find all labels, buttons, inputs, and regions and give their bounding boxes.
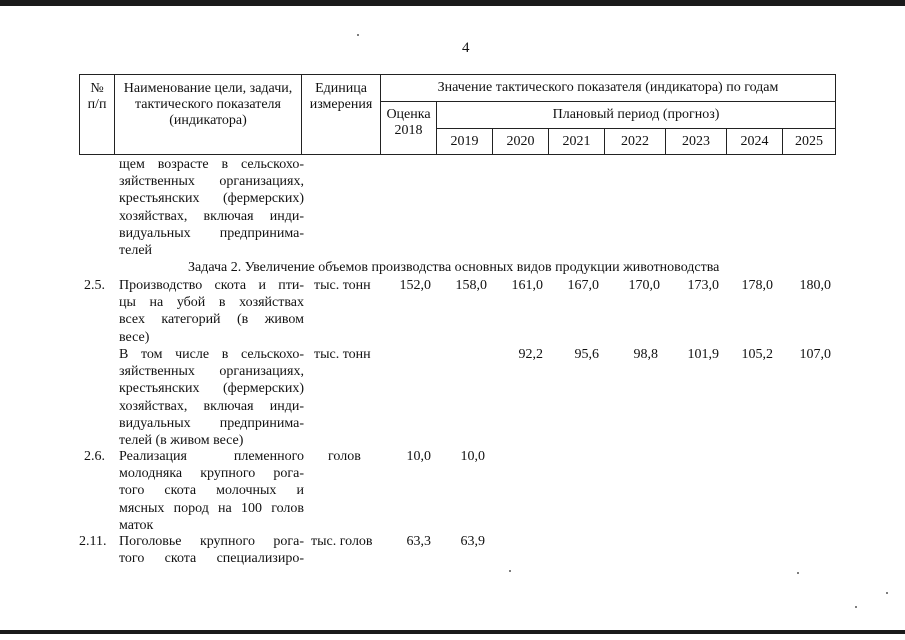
scan-speck <box>509 570 511 572</box>
scan-speck <box>886 592 888 594</box>
row-value: 101,9 <box>687 347 719 362</box>
continuation-text: щем возрасте в сельскохо- зяйственных организациях, крестьянских (фермерских) хозяйствах, включая инди- видуальных предпринима- телей <box>119 157 304 259</box>
row-value: 10,0 <box>460 449 485 464</box>
row-index: 2.11. <box>79 534 107 549</box>
header-col-unit: Единица измерения <box>302 75 381 155</box>
row-value: 92,2 <box>518 347 543 362</box>
row-index: 2.5. <box>84 278 105 293</box>
row-description: Реализация племенного молодняка крупного рога- того скота молочных и мясных пород на 100 голов маток <box>119 449 304 533</box>
row-description: В том числе в сельскохо- зяйственных организациях, крестьянских (фермерских) хозяйствах, включая инди- видуальных предпринима- телей (в живом весе) <box>119 347 304 449</box>
row-value: 98,8 <box>633 347 658 362</box>
header-year: 2019 <box>437 129 493 155</box>
header-year: 2023 <box>666 129 727 155</box>
row-description: Производство скота и пти- цы на убой в хозяйствах всех категорий (в живом весе) <box>119 278 304 345</box>
row-value: 180,0 <box>799 278 831 293</box>
bottom-scan-border <box>0 630 905 634</box>
scan-speck <box>797 572 799 574</box>
header-estimate: Оценка 2018 <box>381 102 437 155</box>
header-year: 2025 <box>783 129 836 155</box>
row-value: 173,0 <box>687 278 719 293</box>
header-year: 2020 <box>493 129 549 155</box>
row-value: 63,3 <box>406 534 431 549</box>
scan-speck <box>855 606 857 608</box>
table-header <box>79 74 836 155</box>
row-value: 178,0 <box>741 278 773 293</box>
page-number: 4 <box>462 40 470 56</box>
header-year: 2022 <box>605 129 666 155</box>
row-unit: тыс. тонн <box>314 347 371 362</box>
row-value: 95,6 <box>574 347 599 362</box>
row-description: Поголовье крупного рога- того скота специализиро- <box>119 534 304 567</box>
header-col-name: Наименование цели, задачи, тактического показателя (индикатора) <box>115 75 302 155</box>
header-col-number: № п/п <box>80 75 115 155</box>
row-unit: тыс. тонн <box>314 278 371 293</box>
row-value: 170,0 <box>628 278 660 293</box>
row-unit: тыс. голов <box>311 534 373 549</box>
header-col-values: Значение тактического показателя (индикатора) по годам <box>381 75 836 102</box>
header-year: 2024 <box>727 129 783 155</box>
row-index: 2.6. <box>84 449 105 464</box>
task-heading: Задача 2. Увеличение объемов производства основных видов продукции животноводства <box>188 260 720 275</box>
row-value: 107,0 <box>799 347 831 362</box>
row-unit: голов <box>328 449 361 464</box>
top-scan-border <box>0 0 905 6</box>
scan-speck <box>357 34 359 36</box>
row-value: 63,9 <box>460 534 485 549</box>
row-value: 152,0 <box>399 278 431 293</box>
header-year: 2021 <box>549 129 605 155</box>
row-value: 158,0 <box>455 278 487 293</box>
row-value: 10,0 <box>406 449 431 464</box>
row-value: 167,0 <box>567 278 599 293</box>
row-value: 161,0 <box>511 278 543 293</box>
row-value: 105,2 <box>741 347 773 362</box>
header-plan-period: Плановый период (прогноз) <box>437 102 836 129</box>
